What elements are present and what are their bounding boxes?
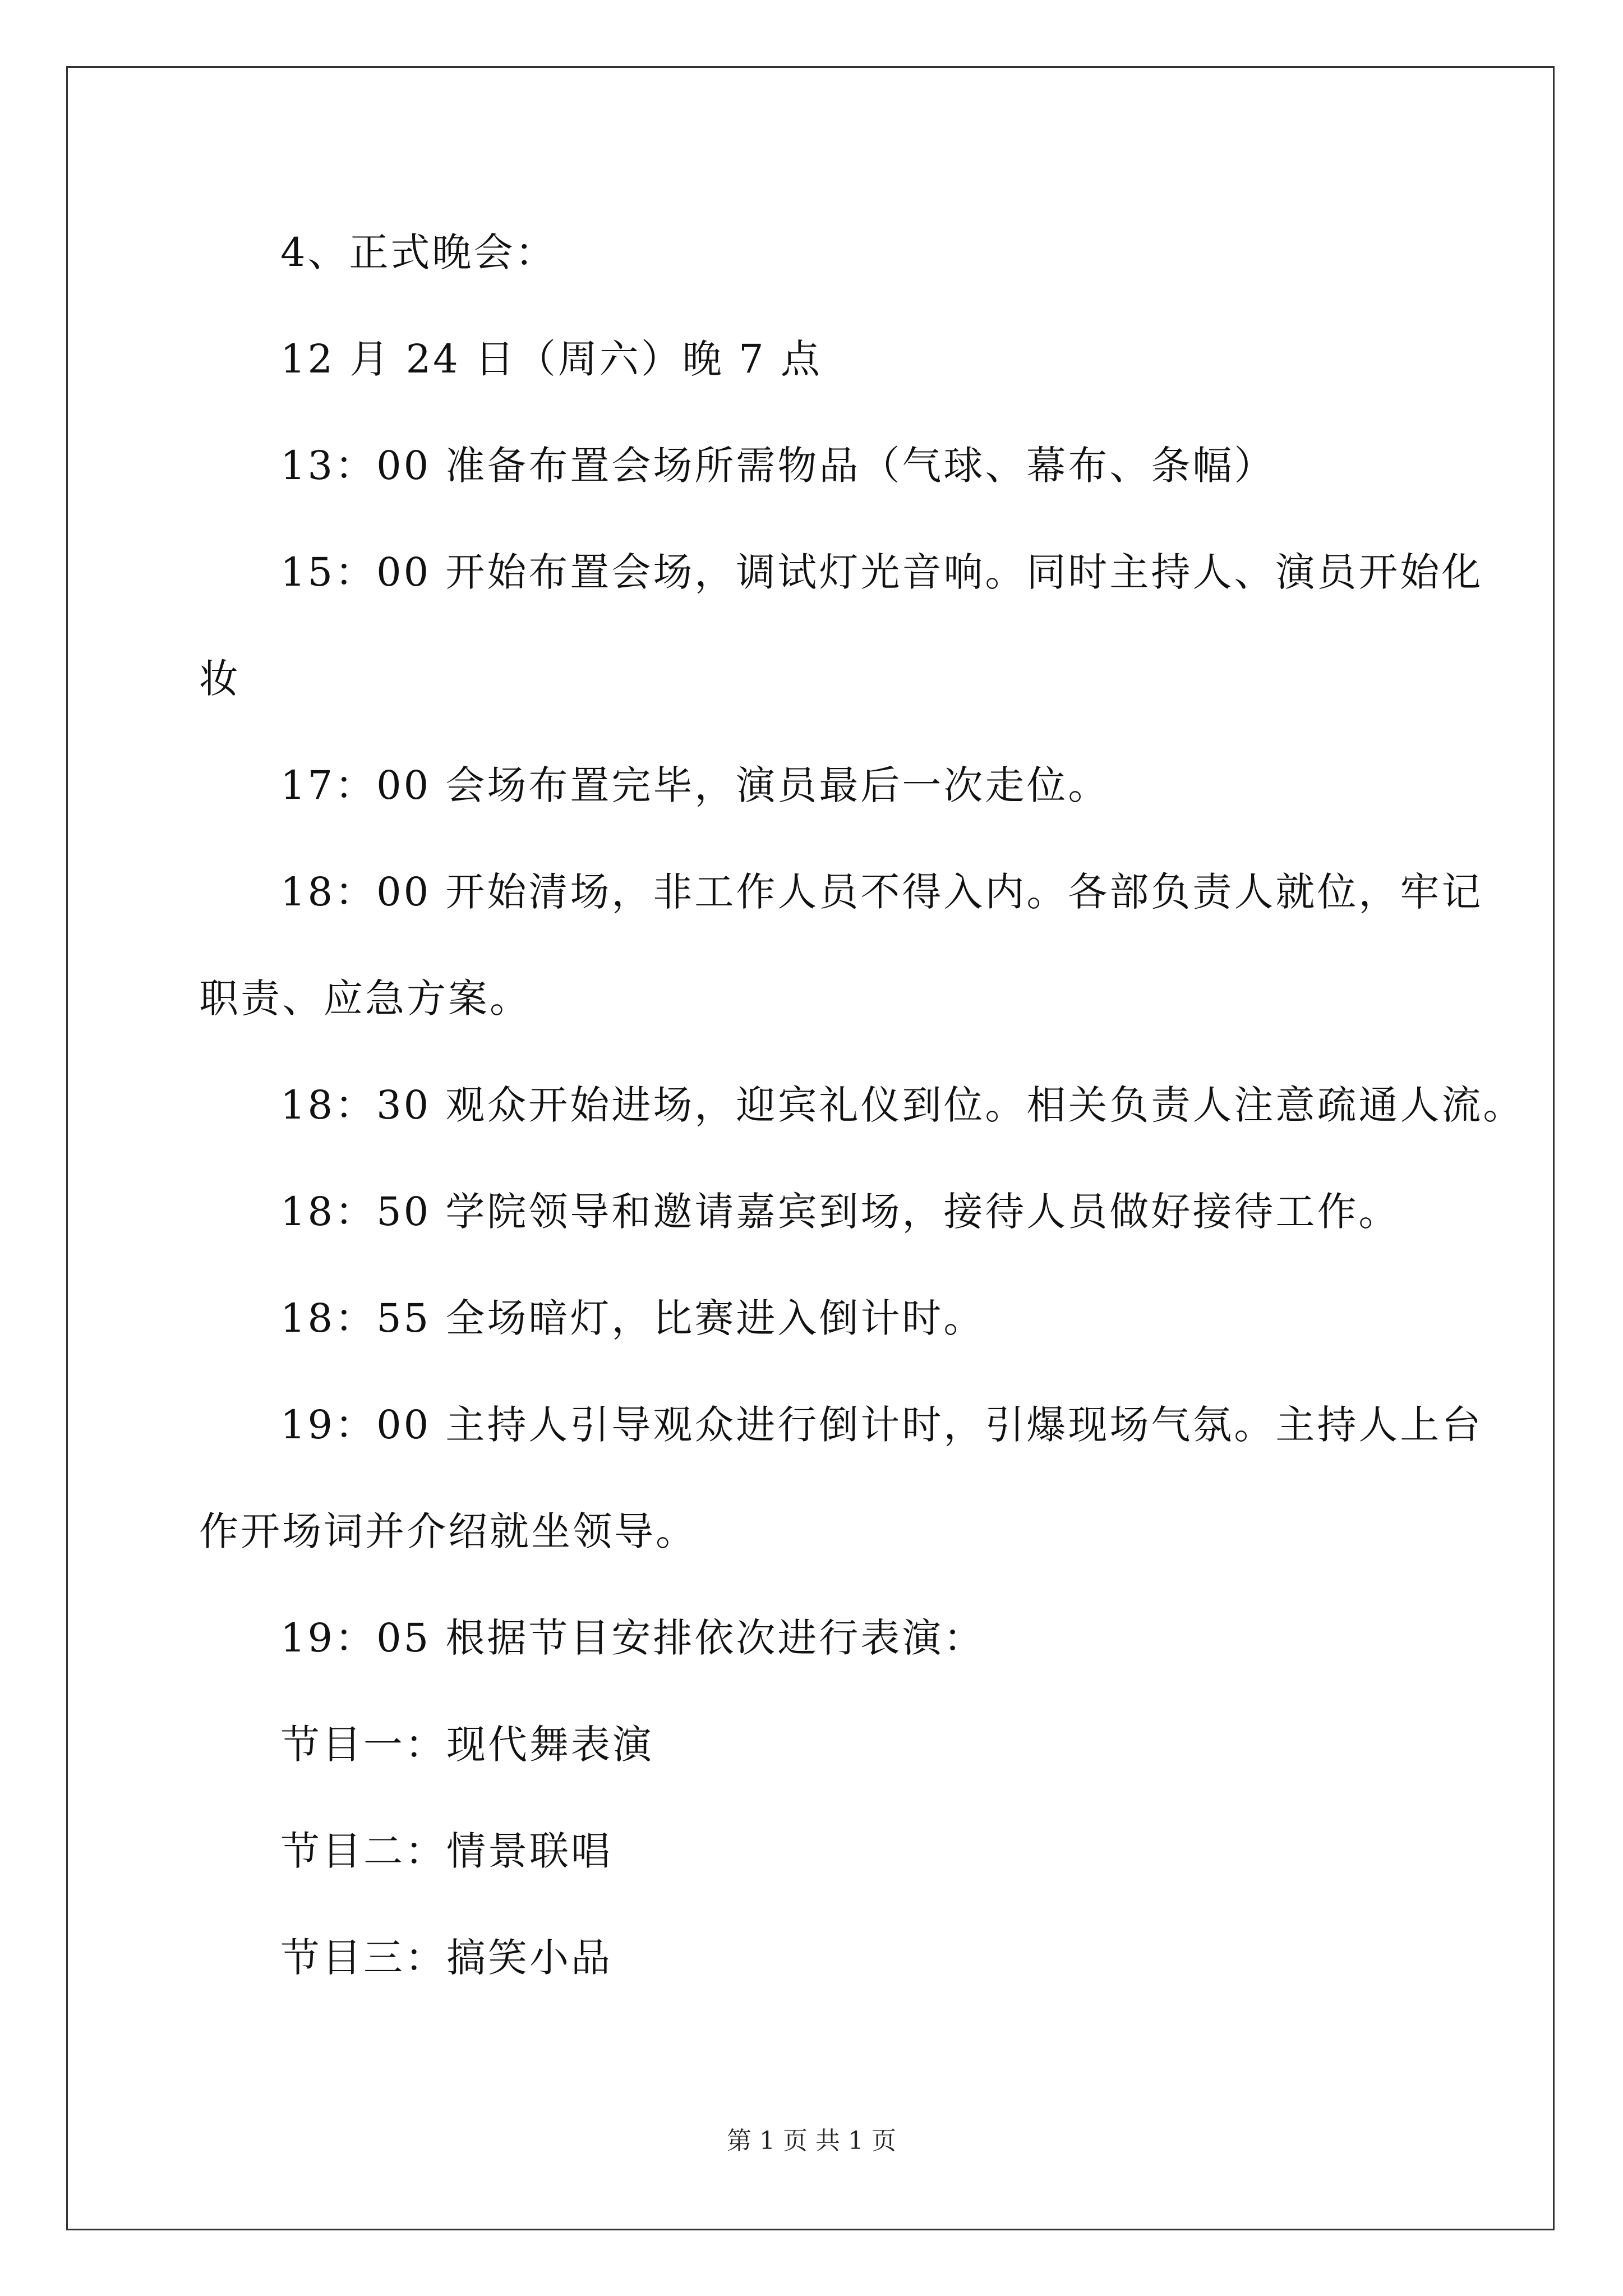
schedule-item: 13：00 准备布置会场所需物品（气球、幕布、条幅） — [280, 443, 1276, 489]
page-footer: 第 1 页 共 1 页 — [727, 2127, 896, 2155]
schedule-item-continued: 作开场词并介绍就坐领导。 — [199, 1508, 697, 1554]
schedule-item: 15：00 开始布置会场，调试灯光音响。同时主持人、演员开始化 — [280, 549, 1483, 595]
schedule-item: 18：30 观众开始进场，迎宾礼仪到位。相关负责人注意疏通人流。 — [280, 1082, 1525, 1128]
program-item: 节目二：情景联唱 — [280, 1828, 612, 1874]
schedule-item: 18：50 学院领导和邀请嘉宾到场，接待人员做好接待工作。 — [280, 1189, 1400, 1235]
schedule-item: 17：00 会场布置完毕，演员最后一次走位。 — [280, 762, 1110, 808]
event-date: 12 月 24 日（周六）晚 7 点 — [280, 336, 822, 382]
section-heading: 4、正式晚会： — [280, 229, 557, 275]
schedule-item: 18：55 全场暗灯，比赛进入倒计时。 — [280, 1295, 985, 1341]
schedule-item: 19：00 主持人引导观众进行倒计时，引爆现场气氛。主持人上台 — [280, 1402, 1483, 1448]
schedule-item: 19：05 根据节目安排依次进行表演： — [280, 1615, 985, 1661]
schedule-item-continued: 职责、应急方案。 — [199, 976, 531, 1022]
page-border — [66, 66, 1555, 2230]
program-item: 节目三：搞笑小品 — [280, 1935, 612, 1981]
schedule-item-continued: 妆 — [199, 656, 241, 702]
schedule-item: 18：00 开始清场，非工作人员不得入内。各部负责人就位，牢记 — [280, 869, 1483, 915]
program-item: 节目一：现代舞表演 — [280, 1722, 654, 1768]
